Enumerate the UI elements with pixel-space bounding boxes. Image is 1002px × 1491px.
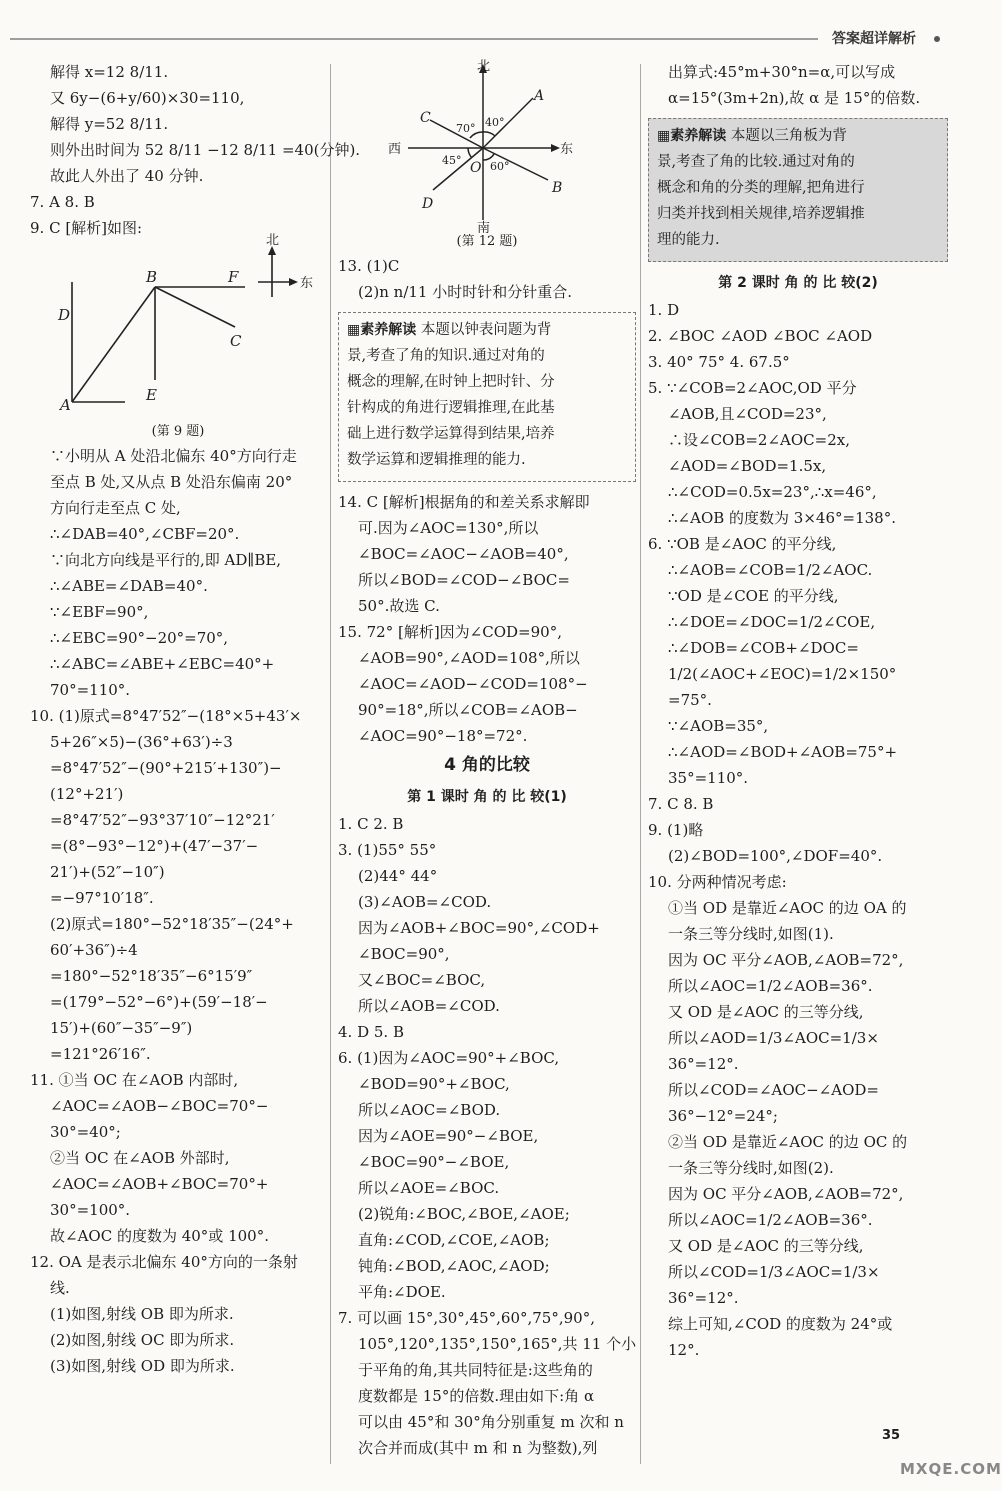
east-label: 东 <box>300 276 314 291</box>
text-line: 所以∠AOC=1/2∠AOB=36°. <box>668 1211 873 1229</box>
box-line: 景,考查了角的知识.通过对角的 <box>347 348 545 364</box>
text-line: 36°=12°. <box>668 1289 739 1307</box>
angle-60: 60° <box>490 160 510 173</box>
text-line: (3)如图,射线 OD 即为所求. <box>50 1357 235 1375</box>
box-line: 归类并找到相关规律,培养逻辑推 <box>657 206 865 222</box>
text-line: 50°.故选 C. <box>358 597 440 615</box>
text-line: =(179°−52°−6°)+(59′−18′− <box>50 993 268 1011</box>
text-line: 直角:∠COD,∠COE,∠AOB; <box>358 1231 550 1249</box>
text-line: 所以∠COD=∠AOC−∠AOD= <box>668 1081 879 1099</box>
text-line: 21′)+(52″−10″) <box>50 863 165 881</box>
text-line: 5. ∵∠COB=2∠AOC,OD 平分 <box>648 379 857 397</box>
figure-9 <box>30 233 326 422</box>
column-divider <box>330 64 331 1464</box>
text-line: 3. 40° 75° 4. 67.5° <box>648 353 790 371</box>
text-line: 次合并而成(其中 m 和 n 为整数),列 <box>358 1439 598 1457</box>
text-line: 所以∠AOD=1/3∠AOC=1/3× <box>668 1029 879 1047</box>
text-line: ②当 OD 是靠近∠AOC 的边 OC 的 <box>668 1133 908 1151</box>
text-line: 度数都是 15°的倍数.理由如下:角 α <box>358 1387 595 1405</box>
south-label: 南 <box>477 221 491 236</box>
text-line: ∴∠DOE=∠DOC=1/2∠COE, <box>668 613 876 631</box>
text-line: 所以∠AOC=1/2∠AOB=36°. <box>668 977 873 995</box>
text-line: 一条三等分线时,如图(1). <box>668 925 834 943</box>
text-line: ∠BOD=90°+∠BOC, <box>358 1075 510 1093</box>
text-line: 60′+36″)÷4 <box>50 941 138 959</box>
box-line: ▦素养解读 本题以三角板为背 <box>657 128 847 144</box>
text-line: ①当 OD 是靠近∠AOC 的边 OA 的 <box>668 899 907 917</box>
text-line: 所以∠AOB=∠COD. <box>358 997 500 1015</box>
box-line: 数学运算和逻辑推理的能力. <box>347 452 526 468</box>
text-line: (2)44° 44° <box>358 867 438 885</box>
north-label: 北 <box>477 59 491 74</box>
text-line: (2)原式=180°−52°18′35″−(24°+ <box>50 915 294 933</box>
text-line: 10. (1)原式=8°47′52″−(18°×5+43′× <box>30 707 302 725</box>
text-line: 10. 分两种情况考虑: <box>648 873 787 891</box>
text-line: ∠AOB,且∠COD=23°, <box>668 405 827 423</box>
box-tag: ▦素养解读 <box>347 322 417 338</box>
text-line: 则外出时间为 52 8/11 −12 8/11 =40(分钟). <box>50 141 361 159</box>
label-B: B <box>552 180 563 196</box>
text-line: 14. C [解析]根据角的和差关系求解即 <box>338 493 590 511</box>
west-label: 西 <box>388 142 402 157</box>
text-line: 15′)+(60″−35″−9″) <box>50 1019 193 1037</box>
text-line: ②当 OC 在∠AOB 外部时, <box>50 1149 230 1167</box>
text-line: 1/2(∠AOC+∠EOC)=1/2×150° <box>668 665 897 683</box>
text-line: =180°−52°18′35″−6°15′9″ <box>50 967 253 985</box>
box-line: 针构成的角进行逻辑推理,在此基 <box>347 400 555 416</box>
text-line: 30°=100°. <box>50 1201 131 1219</box>
header-dot <box>934 36 940 42</box>
text-line: 综上可知,∠COD 的度数为 24°或 <box>668 1315 893 1333</box>
text-line: (12°+21′) <box>50 785 124 803</box>
text-line: ∴设∠COB=2∠AOC=2x, <box>668 431 850 449</box>
text-line: 可以由 45°和 30°角分别重复 m 次和 n <box>358 1413 624 1431</box>
header-title: 答案超详解析 <box>832 31 916 47</box>
text-line: 可.因为∠AOC=130°,所以 <box>358 519 539 537</box>
text-line: 解得 y=52 8/11. <box>50 115 169 133</box>
label-O: O <box>470 160 482 176</box>
text-line: 7. 可以画 15°,30°,45°,60°,75°,90°, <box>338 1309 595 1327</box>
text-line: 90°=18°,所以∠COB=∠AOB− <box>358 701 578 719</box>
text-line: ∠AOC=90°−18°=72°. <box>358 727 528 745</box>
text-line: ∵∠AOB=35°, <box>668 717 769 735</box>
column-1 <box>30 60 361 1380</box>
label-B: B <box>146 268 158 286</box>
label-A: A <box>534 88 545 104</box>
text-line: ∴∠AOB 的度数为 3×46°=138°. <box>668 509 896 527</box>
label-E: E <box>146 386 157 404</box>
text-line: ∴∠AOB=∠COB=1/2∠AOC. <box>668 561 873 579</box>
text-line: =8°47′52″−(90°+215′+130″)− <box>50 759 282 777</box>
text-line: 1. D <box>648 301 680 319</box>
literacy-box <box>648 118 948 262</box>
column-2 <box>338 60 636 1462</box>
text-line: 又 OD 是∠AOC 的三等分线, <box>668 1237 864 1255</box>
text-line: 13. (1)C <box>338 257 400 275</box>
text-line: 因为∠AOB+∠BOC=90°,∠COD+ <box>358 919 600 937</box>
text-line: ∠AOC=∠AOD−∠COD=108°− <box>358 675 588 693</box>
text-line: 12°. <box>668 1341 700 1359</box>
text-line: 3. (1)55° 55° <box>338 841 437 859</box>
angle-70: 70° <box>456 122 476 135</box>
text-line: =−97°10′18″. <box>50 889 154 907</box>
text-line: 11. ①当 OC 在∠AOB 内部时, <box>30 1071 239 1089</box>
text-line: =121°26′16″. <box>50 1045 151 1063</box>
text-line: 5+26″×5)−(36°+63′)÷3 <box>50 733 233 751</box>
text-line: ∠AOC=∠AOB−∠BOC=70°− <box>50 1097 269 1115</box>
text-line: ∴∠DAB=40°,∠CBF=20°. <box>50 525 240 543</box>
figure-caption: (第 12 题) <box>456 234 518 249</box>
text-line: (2)n n/11 小时时针和分针重合. <box>358 283 573 301</box>
label-C: C <box>230 332 242 350</box>
text-line: ∵小明从 A 处沿北偏东 40°方向行走 <box>50 447 297 465</box>
text-line: ∴∠ABC=∠ABE+∠EBC=40°+ <box>50 655 275 673</box>
box-line: 理的能力. <box>657 232 720 248</box>
lesson-title: 第 1 课时 角 的 比 较(1) <box>407 789 567 805</box>
text-line: (2)锐角:∠BOC,∠BOE,∠AOE; <box>358 1205 570 1223</box>
text-line: 35°=110°. <box>668 769 749 787</box>
box-line: 景,考查了角的比较.通过对角的 <box>657 154 855 170</box>
text-line: (2)∠BOD=100°,∠DOF=40°. <box>668 847 883 865</box>
text-line: ∠BOC=90°−∠BOE, <box>358 1153 510 1171</box>
text-line: ∴∠ABE=∠DAB=40°. <box>50 577 208 595</box>
text-line: 又 6y−(6+y/60)×30=110, <box>50 89 245 107</box>
text-line: 所以∠AOC=∠BOD. <box>358 1101 501 1119</box>
text-line: 36°=12°. <box>668 1055 739 1073</box>
text-line: 所以∠AOE=∠BOC. <box>358 1179 500 1197</box>
text-line: 105°,120°,135°,150°,165°,共 11 个小 <box>358 1335 637 1353</box>
lesson-title: 第 2 课时 角 的 比 较(2) <box>718 275 878 291</box>
label-C: C <box>420 110 431 126</box>
text-line: ∠BOC=90°, <box>358 945 450 963</box>
text-line: (3)∠AOB=∠COD. <box>358 893 492 911</box>
text-line: 所以∠BOD=∠COD−∠BOC= <box>358 571 570 589</box>
label-F: F <box>228 268 239 286</box>
text-line: ∴∠EBC=90°−20°=70°, <box>50 629 229 647</box>
header-rule <box>10 38 818 40</box>
page-number: 35 <box>882 1428 901 1443</box>
text-line: 7. C 8. B <box>648 795 714 813</box>
text-line: 于平角的角,其共同特征是:这些角的 <box>358 1361 593 1379</box>
figure-12 <box>338 59 636 236</box>
text-line: ∵OD 是∠COE 的平分线, <box>668 587 839 605</box>
text-line: 1. C 2. B <box>338 815 404 833</box>
text-line: 因为∠AOE=90°−∠BOE, <box>358 1127 539 1145</box>
box-line: 概念的理解,在时钟上把时针、分 <box>347 374 555 390</box>
text-line: (1)如图,射线 OB 即为所求. <box>50 1305 234 1323</box>
label-D: D <box>58 306 71 324</box>
text-line: 钝角:∠BOD,∠AOC,∠AOD; <box>358 1257 550 1275</box>
text-line: 15. 72° [解析]因为∠COD=90°, <box>338 623 562 641</box>
text-line: 9. C [解析]如图: <box>30 219 143 237</box>
text-line: 因为 OC 平分∠AOB,∠AOB=72°, <box>668 1185 904 1203</box>
text-line: 2. ∠BOC ∠AOD ∠BOC ∠AOD <box>648 327 873 345</box>
text-line: =75°. <box>668 691 712 709</box>
column-3 <box>648 60 948 1364</box>
box-line: 概念和角的分类的理解,把角进行 <box>657 180 865 196</box>
text-line: ∴∠COD=0.5x=23°,∴x=46°, <box>668 483 877 501</box>
label-D: D <box>422 196 434 212</box>
text-line: =8°47′52″−93°37′10″−12°21′ <box>50 811 275 829</box>
text-line: ∠AOD=∠BOD=1.5x, <box>668 457 827 475</box>
text-line: 12. OA 是表示北偏东 40°方向的一条射 <box>30 1253 298 1271</box>
text-line: ∵向北方向线是平行的,即 AD∥BE, <box>50 551 282 569</box>
column-divider <box>640 64 641 1464</box>
text-line: 一条三等分线时,如图(2). <box>668 1159 834 1177</box>
text-line: 出算式:45°m+30°n=α,可以写成 <box>668 63 896 81</box>
text-line: =(8°−93°−12°)+(47′−37′− <box>50 837 259 855</box>
text-line: 至点 B 处,又从点 B 处沿东偏南 20° <box>50 473 293 491</box>
text-line: ∵∠EBF=90°, <box>50 603 149 621</box>
text-line: ∠BOC=∠AOC−∠AOB=40°, <box>358 545 569 563</box>
text-line: 9. (1)略 <box>648 821 704 839</box>
text-line: 解得 x=12 8/11. <box>50 63 169 81</box>
text-line: 因为 OC 平分∠AOB,∠AOB=72°, <box>668 951 904 969</box>
text-line: 36°−12°=24°; <box>668 1107 778 1125</box>
text-line: 所以∠COD=1/3∠AOC=1/3× <box>668 1263 880 1281</box>
text-line: 6. (1)因为∠AOC=90°+∠BOC, <box>338 1049 560 1067</box>
angle-45: 45° <box>442 154 462 167</box>
text-line: 故此人外出了 40 分钟. <box>50 167 204 185</box>
box-tag: ▦素养解读 <box>657 128 727 144</box>
angle-40: 40° <box>485 116 505 129</box>
text-line: 又∠BOC=∠BOC, <box>358 971 486 989</box>
text-line: α=15°(3m+2n),故 α 是 15°的倍数. <box>668 89 921 107</box>
text-line: (2)如图,射线 OC 即为所求. <box>50 1331 235 1349</box>
text-line: 4. D 5. B <box>338 1023 404 1041</box>
text-line: 6. ∵OB 是∠AOC 的平分线, <box>648 535 837 553</box>
figure-caption: (第 9 题) <box>151 424 205 439</box>
text-line: ∴∠DOB=∠COB+∠DOC= <box>668 639 859 657</box>
north-label: 北 <box>266 233 280 248</box>
box-line: 础上进行数学运算得到结果,培养 <box>347 426 555 442</box>
text-line: 30°=40°; <box>50 1123 121 1141</box>
box-line: ▦素养解读 本题以钟表问题为背 <box>347 322 552 338</box>
text-line: 线. <box>50 1279 70 1297</box>
text-line: 方向行走至点 C 处, <box>50 499 181 517</box>
text-line: ∠AOB=90°,∠AOD=108°,所以 <box>358 649 580 667</box>
text-line: 平角:∠DOE. <box>358 1283 446 1301</box>
text-line: 故∠AOC 的度数为 40°或 100°. <box>50 1227 269 1245</box>
label-A: A <box>60 396 71 414</box>
text-line: 70°=110°. <box>50 681 131 699</box>
text-line: ∠AOC=∠AOB+∠BOC=70°+ <box>50 1175 269 1193</box>
watermark: MXQE.COM <box>900 1460 1002 1478</box>
literacy-box <box>338 312 636 482</box>
text-line: 又 OD 是∠AOC 的三等分线, <box>668 1003 864 1021</box>
east-label: 东 <box>560 142 574 157</box>
text-line: ∴∠AOD=∠BOD+∠AOB=75°+ <box>668 743 898 761</box>
section-title: 4 角的比较 <box>444 755 530 775</box>
text-line: 7. A 8. B <box>30 193 95 211</box>
